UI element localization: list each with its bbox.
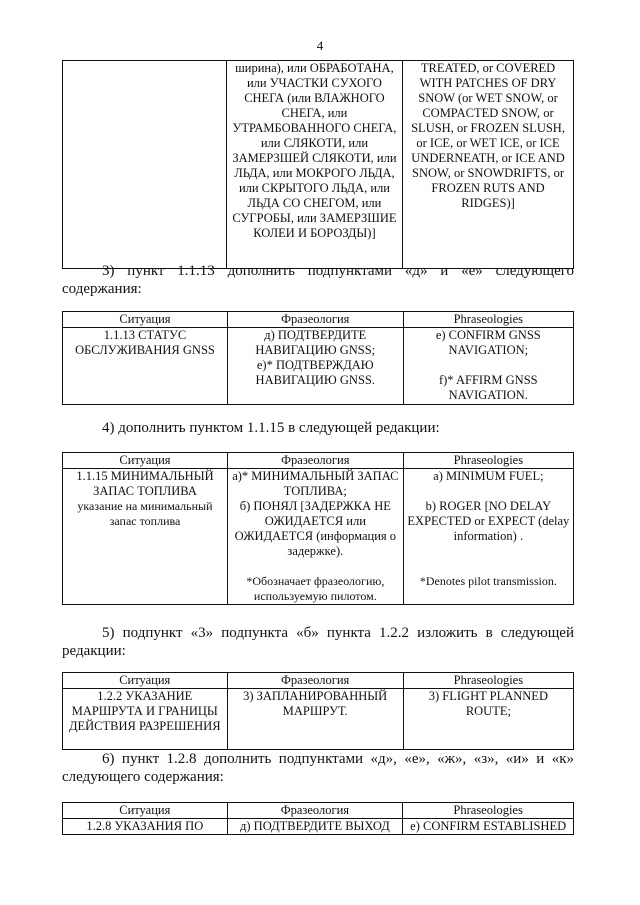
phrase-ru-b: б) ПОНЯЛ [ЗАДЕРЖКА НЕ ОЖИДАЕТСЯ или ОЖИДАЕТСЯ (информация о задержке). [234, 499, 397, 558]
cell-phraseology-ru: д) ПОДТВЕРДИТЕ ВЫХОД [227, 819, 403, 835]
header-situation: Ситуация [63, 453, 228, 469]
cell-phraseology-en: 3) FLIGHT PLANNED ROUTE; [403, 689, 573, 750]
table-minimum-fuel [62, 452, 574, 605]
cell-phraseology-en: e) CONFIRM ESTABLISHED [403, 819, 574, 835]
cell-phraseology-ru: 3) ЗАПЛАНИРОВАННЫЙ МАРШРУТ. [227, 689, 403, 750]
header-phraseology: Фразеология [227, 312, 403, 328]
phrase-ru-e: е)* ПОДТВЕРЖДАЮ НАВИГАЦИЮ GNSS. [255, 358, 375, 387]
cell-phraseology-ru [227, 469, 403, 605]
situation-note: указание на минимальный запас топлива [77, 499, 213, 528]
cell-situation: 1.1.13 СТАТУС ОБСЛУЖИВАНИЯ GNSS [63, 328, 228, 405]
situation-title: 1.1.15 МИНИМАЛЬНЫЙ ЗАПАС ТОПЛИВА [76, 469, 214, 498]
page-number: 4 [316, 38, 324, 53]
cell-situation [63, 469, 228, 605]
paragraph-4: 4) дополнить пунктом 1.1.15 в следующей редакции: [102, 420, 440, 436]
paragraph-5: 5) подпункт «3» подпункта «б» пункта 1.2.2 изложить в следующей редакции: [62, 625, 574, 659]
cell-phraseology-en [403, 328, 573, 405]
header-phraseology: Фразеология [227, 673, 403, 689]
header-situation: Ситуация [63, 673, 228, 689]
header-phraseology: Фразеология [227, 453, 403, 469]
phrase-en-e: e) CONFIRM GNSS NAVIGATION; [435, 328, 541, 357]
table-route [62, 672, 574, 750]
header-phraseologies: Phraseologies [403, 803, 574, 819]
cell-phraseology-ru [227, 328, 403, 405]
phrase-en-a: a) MINIMUM FUEL; [433, 469, 544, 483]
phrase-ru-d: д) ПОДТВЕРДИТЕ НАВИГАЦИЮ GNSS; [255, 328, 376, 357]
phrase-en-f: f)* AFFIRM GNSS NAVIGATION. [438, 373, 538, 402]
header-phraseologies: Phraseologies [403, 453, 573, 469]
paragraph-6: 6) пункт 1.2.8 дополнить подпунктами «д», «е», «ж», «з», «и» и «к» следующего содержания: [62, 751, 574, 785]
phrase-ru-a: а)* МИНИМАЛЬНЫЙ ЗАПАС ТОПЛИВА; [232, 469, 399, 498]
phrase-en-note: *Denotes pilot transmission. [419, 574, 557, 588]
cell-phraseology-en [403, 469, 573, 605]
header-situation: Ситуация [63, 312, 228, 328]
phrase-en-b: b) ROGER [NO DELAY EXPECTED or EXPECT (delay information) . [407, 499, 570, 543]
phrase-ru-note: *Обозначает фразеологию, используемую пилотом. [246, 574, 385, 603]
cell-phraseology-ru: ширина), или ОБРАБОТАНА, или УЧАСТКИ СУХОГО СНЕГА (или ВЛАЖНОГО СНЕГА, или УТРАМБОВАННОГО СНЕГА, или СЛЯКОТИ, или ЗАМЕРЗШЕЙ СЛЯКОТИ, или ЛЬДА, или МОКРОГО ЛЬДА, или СКРЫТОГО ЛЬДА, или ЛЬДА СО СНЕГОМ, или СУГРОБЫ, или ЗАМЕРЗШИЕ КОЛЕИ И БОРОЗДЫ)] [226, 61, 402, 269]
table-gnss [62, 311, 574, 405]
paragraph-3: 3) пункт 1.1.13 дополнить подпунктами «д» и «е» следующего содержания: [62, 263, 574, 297]
cell-situation [63, 61, 227, 269]
header-phraseology: Фразеология [227, 803, 403, 819]
table-established [62, 802, 574, 835]
header-situation: Ситуация [63, 803, 228, 819]
cell-phraseology-en: TREATED, or COVERED WITH PATCHES OF DRY SNOW (or WET SNOW, or COMPACTED SNOW, or SLUSH, or FROZEN SLUSH, or ICE, or WET ICE, or ICE UNDERNEATH, or ICE AND SNOW, or SNOWDRIFTS, or FROZEN RUTS AND RIDGES)] [403, 61, 574, 269]
cell-situation: 1.2.2 УКАЗАНИЕ МАРШРУТА И ГРАНИЦЫ ДЕЙСТВИЯ РАЗРЕШЕНИЯ [63, 689, 228, 750]
cell-situation: 1.2.8 УКАЗАНИЯ ПО [63, 819, 228, 835]
table-continuation [62, 60, 574, 269]
header-phraseologies: Phraseologies [403, 673, 573, 689]
header-phraseologies: Phraseologies [403, 312, 573, 328]
